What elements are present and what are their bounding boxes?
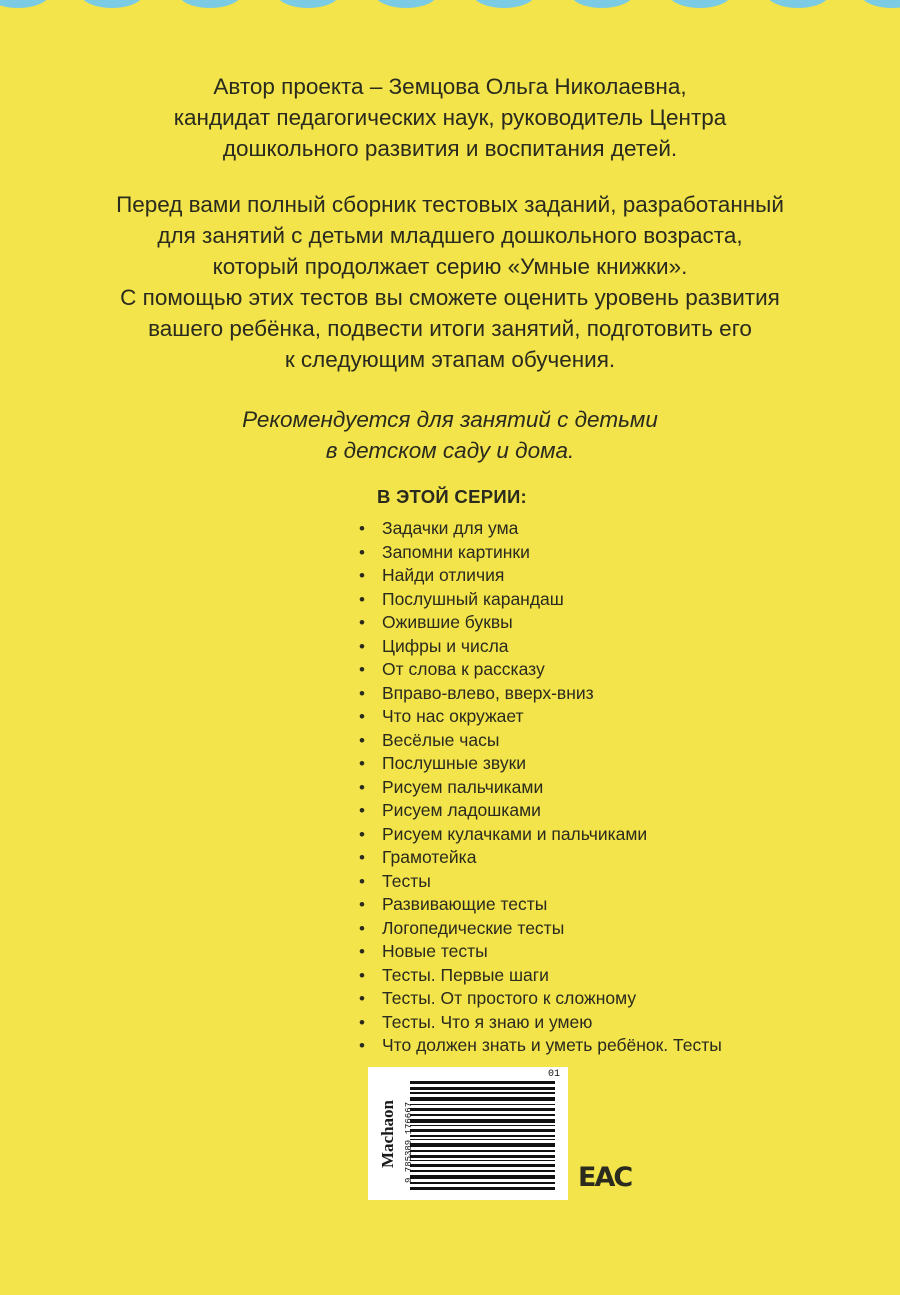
bullet-icon: •	[359, 918, 365, 938]
list-item	[359, 917, 722, 941]
list-item	[359, 588, 722, 612]
list-item	[359, 705, 722, 729]
bullet-icon: •	[359, 989, 365, 1008]
series-title: От слова к рассказу	[382, 659, 545, 679]
list-item	[359, 541, 722, 565]
decorative-dot	[570, 0, 634, 8]
book-description	[40, 189, 860, 375]
bullet-icon: •	[359, 848, 365, 867]
series-title: Тесты	[382, 870, 431, 891]
series-title: Ожившие буквы	[382, 612, 513, 632]
bullet-icon: •	[359, 801, 365, 820]
series-title: Послушный карандаш	[382, 588, 564, 609]
decorative-dot	[668, 0, 732, 8]
list-item	[359, 1011, 722, 1035]
description-line: для занятий с детьми младшего дошкольного возраста,	[157, 223, 743, 248]
bullet-icon: •	[359, 754, 365, 773]
bullet-icon: •	[359, 613, 365, 632]
series-title: Что нас окружает	[382, 706, 524, 726]
eac-certification-mark: ЕАС	[578, 1162, 632, 1193]
list-item	[359, 964, 722, 988]
bullet-icon: •	[359, 683, 365, 703]
series-title: Рисуем кулачками и пальчиками	[382, 823, 648, 844]
top-decorative-strip	[0, 0, 900, 10]
bullet-icon: •	[359, 707, 365, 726]
bullet-icon: •	[359, 942, 365, 961]
bullet-icon: •	[359, 730, 365, 750]
list-item	[359, 870, 722, 894]
publisher-logo	[376, 1073, 400, 1195]
bullet-icon: •	[359, 871, 365, 891]
decorative-dot	[80, 0, 144, 8]
series-title: Вправо-влево, вверх-вниз	[382, 682, 594, 703]
series-title: Тесты. Что я знаю и умею	[382, 1011, 593, 1032]
author-line: кандидат педагогических наук, руководитель Центра	[173, 105, 727, 130]
barcode-top-code: 01	[547, 1069, 560, 1080]
series-title: Грамотейка	[382, 847, 477, 867]
list-item	[359, 799, 722, 823]
series-title: Цифры и числа	[382, 635, 509, 656]
bullet-icon: •	[359, 589, 365, 609]
series-list	[359, 517, 722, 1058]
author-line: Автор проекта – Земцова Ольга Николаевна,	[213, 74, 687, 99]
list-item	[359, 1034, 722, 1058]
decorative-dot	[472, 0, 536, 8]
list-item	[359, 611, 722, 635]
publisher-name: Machaon	[378, 1100, 397, 1168]
decorative-dot	[178, 0, 242, 8]
description-line: к следующим этапам обучения.	[284, 347, 616, 372]
series-title: Логопедические тесты	[382, 917, 565, 938]
series-title: Послушные звуки	[382, 753, 527, 773]
decorative-dot	[766, 0, 830, 8]
series-title: Рисуем пальчиками	[382, 776, 544, 797]
bullet-icon: •	[359, 895, 365, 914]
bullet-icon: •	[359, 1012, 365, 1032]
decorative-dot	[374, 0, 438, 8]
list-item	[359, 752, 722, 776]
series-title: Задачки для ума	[382, 518, 519, 538]
series-title: Новые тесты	[382, 941, 488, 961]
list-item	[359, 658, 722, 682]
barcode-label	[368, 1067, 568, 1200]
list-item	[359, 823, 722, 847]
list-item	[359, 893, 722, 917]
description-line: который продолжает серию «Умные книжки».	[212, 254, 688, 279]
bullet-icon: •	[359, 519, 365, 538]
series-heading: В ЭТОЙ СЕРИИ:	[377, 486, 528, 507]
list-item	[359, 846, 722, 870]
bullet-icon: •	[359, 777, 365, 797]
decorative-dot	[860, 0, 900, 8]
recommendation-line: в детском саду и дома.	[325, 438, 575, 463]
bullet-icon: •	[359, 542, 365, 562]
decorative-dot	[0, 0, 50, 8]
series-title: Запомни картинки	[382, 541, 530, 562]
series-title: Весёлые часы	[382, 729, 500, 750]
list-item	[359, 635, 722, 659]
list-item	[359, 940, 722, 964]
bullet-icon: •	[359, 566, 365, 585]
bullet-icon: •	[359, 965, 365, 985]
list-item	[359, 517, 722, 541]
series-title: Тесты. От простого к сложному	[382, 988, 637, 1008]
list-item	[359, 729, 722, 753]
list-item	[359, 776, 722, 800]
series-title: Развивающие тесты	[382, 894, 548, 914]
bullet-icon: •	[359, 824, 365, 844]
description-line: Перед вами полный сборник тестовых заданий, разработанный	[116, 192, 784, 217]
bullet-icon: •	[359, 636, 365, 656]
isbn-text: 9 785389 176667	[404, 1101, 414, 1183]
bullet-icon: •	[359, 1036, 365, 1055]
series-title: Тесты. Первые шаги	[382, 964, 549, 985]
description-line: вашего ребёнка, подвести итоги занятий, подготовить его	[148, 316, 752, 341]
author-line: дошкольного развития и воспитания детей.	[222, 136, 678, 161]
author-info	[40, 71, 860, 164]
list-item	[359, 987, 722, 1011]
recommendation	[40, 404, 860, 466]
bullet-icon: •	[359, 660, 365, 679]
series-title: Что должен знать и уметь ребёнок. Тесты	[382, 1035, 722, 1055]
decorative-dot	[276, 0, 340, 8]
list-item	[359, 682, 722, 706]
list-item	[359, 564, 722, 588]
barcode-icon	[410, 1081, 555, 1196]
recommendation-line: Рекомендуется для занятий с детьми	[242, 407, 658, 432]
series-title: Найди отличия	[382, 565, 505, 585]
description-line: С помощью этих тестов вы сможете оценить уровень развития	[120, 285, 780, 310]
series-title: Рисуем ладошками	[382, 800, 541, 820]
